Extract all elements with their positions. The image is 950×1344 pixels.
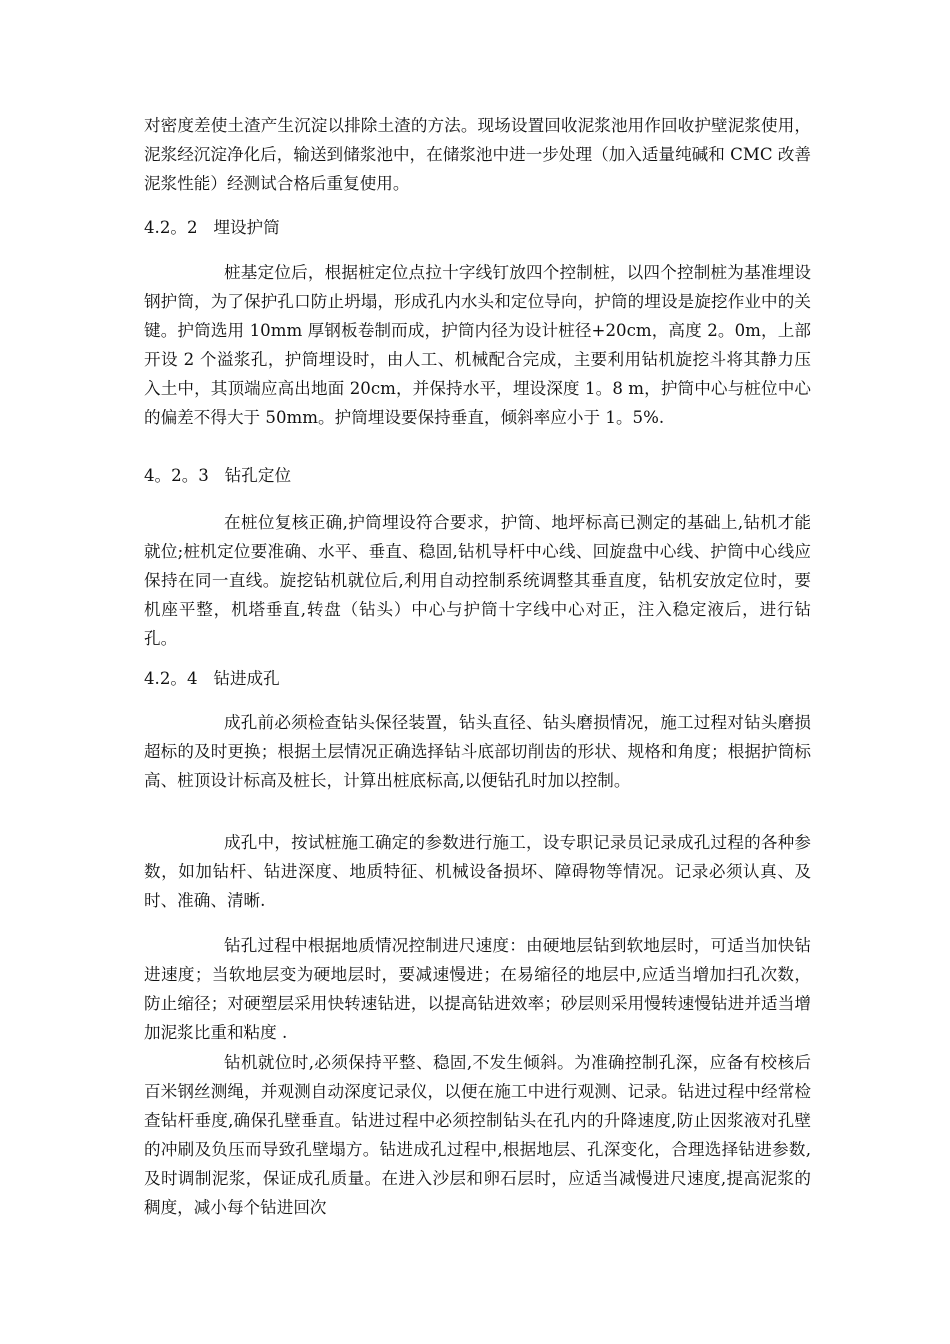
paragraph-drilling-speed-control: 钻孔过程中根据地质情况控制进尺速度：由硬地层钻到软地层时，可适当加快钻进速度；当软地层变为硬地层时，要减速慢进；在易缩径的地层中,应适当增加扫孔次数，防止缩径；对硬塑层采用快转速钻进，以提高钻进效率；砂层则采用慢转速慢钻进并适当增加泥浆比重和粘度 . xyxy=(144,936,811,1042)
paragraph-rig-stability: 钻机就位时,必须保持平整、稳固,不发生倾斜。为准确控制孔深，应备有校核后百米钢丝测绳，并观测自动深度记录仪，以便在施工中进行观测、记录。钻进过程中经常检查钻杆垂度,确保孔壁垂直。钻进过程中必须控制钻头在孔内的升降速度,防止因浆液对孔壁的冲刷及负压而导致孔壁塌方。钻进成孔过程中,根据地层、孔深变化，合理选择钻进参数,及时调制泥浆，保证成孔质量。在进入沙层和卵石层时，应适当减慢进尺速度,提高泥浆的稠度，减小每个钻进回次 xyxy=(144,1053,811,1217)
paragraph-drilling-records: 成孔中，按试桩施工确定的参数进行施工，设专职记录员记录成孔过程的各种参数，如加钻杆、钻进深度、地质特征、机械设备损坏、障碍物等情况。记录必须认真、及时、准确、清晰. xyxy=(144,833,811,910)
paragraph-drill-positioning: 在桩位复核正确,护筒埋设符合要求，护筒、地坪标高已测定的基础上,钻机才能就位;桩机定位要准确、水平、垂直、稳固,钻机导杆中心线、回旋盘中心线、护筒中心线应保持在同一直线。旋挖钻机就位后,利用自动控制系统调整其垂直度，钻机安放定位时，要机座平整，机塔垂直,转盘（钻头）中心与护筒十字线中心对正，注入稳定液后，进行钻孔。 xyxy=(144,513,811,648)
paragraph-sludge-recycling: 对密度差使土渣产生沉淀以排除土渣的方法。现场设置回收泥浆池用作回收护壁泥浆使用，泥浆经沉淀净化后，输送到储浆池中，在储浆池中进一步处理（加入适量纯碱和 CMC 改善泥浆性能）经测试合格后重复使用。 xyxy=(144,116,811,193)
section-heading-4-2-3: 4。2。3 钻孔定位 xyxy=(144,466,292,485)
section-heading-4-2-2: 4.2。2 埋设护筒 xyxy=(144,218,280,237)
paragraph-casing-installation: 桩基定位后，根据桩定位点拉十字线钉放四个控制桩，以四个控制桩为基准埋设钢护筒，为了保护孔口防止坍塌，形成孔内水头和定位导向，护筒的埋设是旋挖作业中的关键。护筒选用 10mm 厚钢板卷制而成，护筒内径为设计桩径+20cm，高度 2。0m，上部开设 2 个溢浆孔，护筒埋设时，由人工、机械配合完成，主要利用钻机旋挖斗将其静力压入土中，其顶端应高出地面 20cm，并保持水平，埋设深度 1。8 m，护筒中心与桩位中心的偏差不得大于 50mm。护筒埋设要保持垂直，倾斜率应小于 1。5%. xyxy=(144,263,811,427)
section-heading-4-2-4: 4.2。4 钻进成孔 xyxy=(144,669,280,688)
paragraph-pre-drilling-checks: 成孔前必须检查钻头保径装置，钻头直径、钻头磨损情况，施工过程对钻头磨损超标的及时更换；根据土层情况正确选择钻斗底部切削齿的形状、规格和角度；根据护筒标高、桩顶设计标高及桩长，计算出桩底标高,以便钻孔时加以控制。 xyxy=(144,713,811,790)
